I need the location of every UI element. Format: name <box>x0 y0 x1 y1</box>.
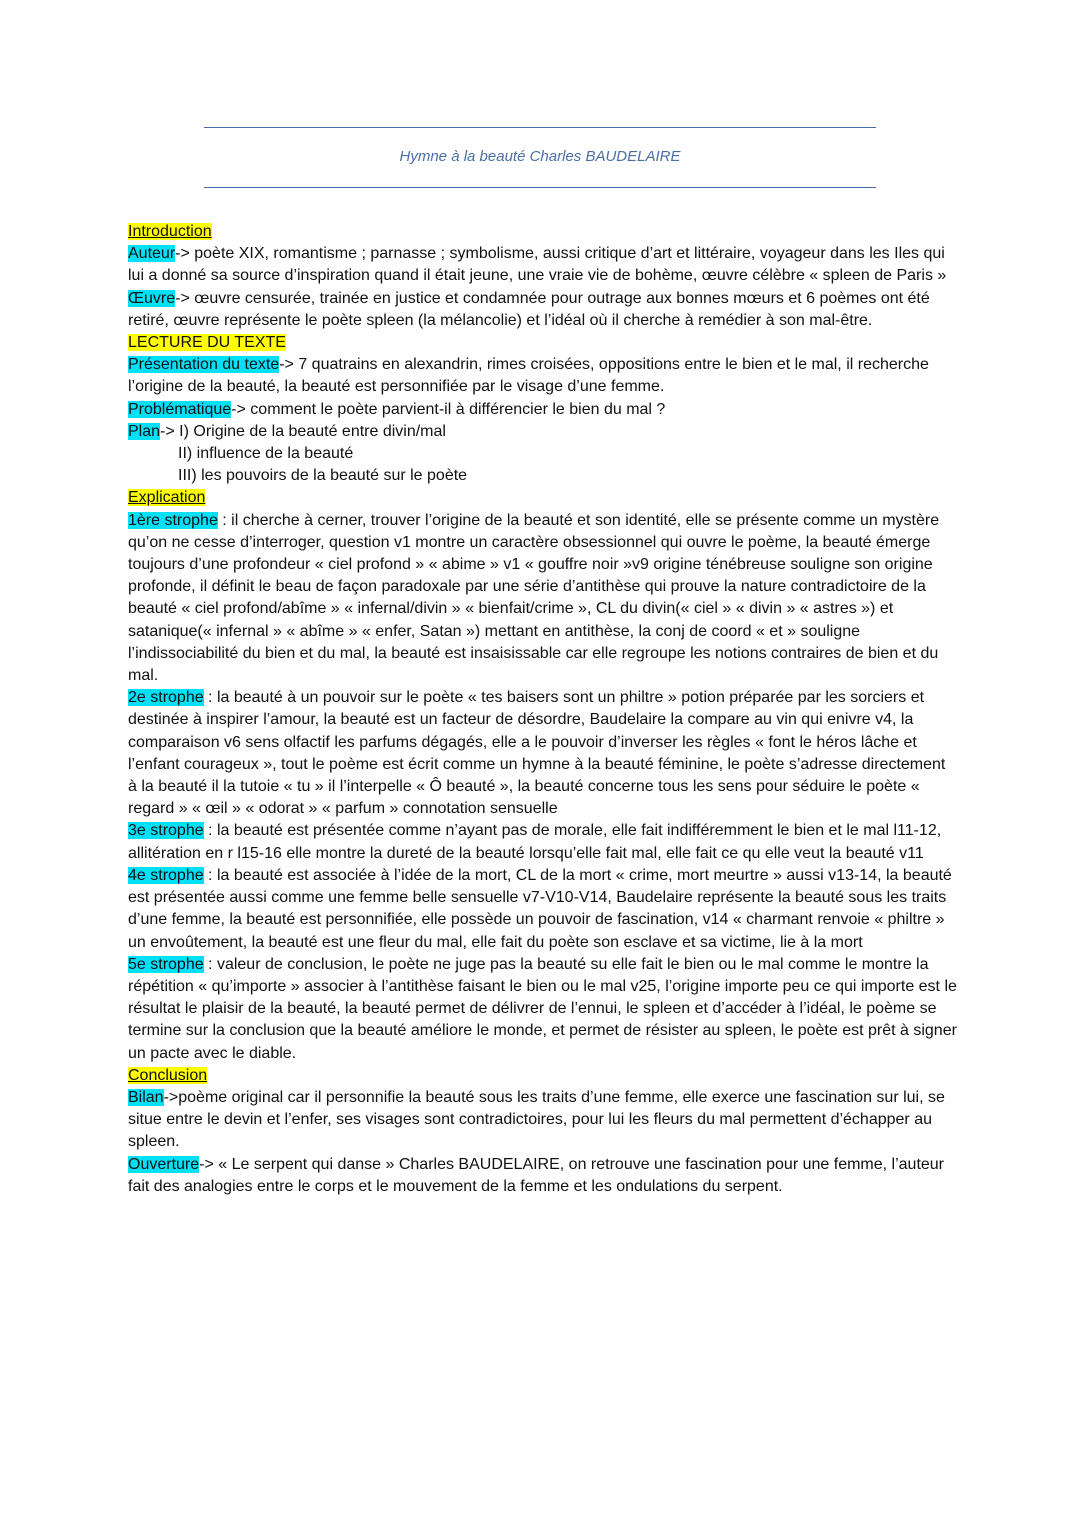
strophe-3-text: : la beauté est présentée comme n’ayant pas de morale, elle fait indifféremment le bien et le mal l11-12, allitération en r l15-16 elle montre la dureté de la beauté lorsqu’elle fait mal, elle fait ce qu elle veut la beauté v11 <box>128 822 942 862</box>
plan-item-3: III) les pouvoirs de la beauté sur le poète <box>178 467 468 485</box>
auteur-label: Auteur <box>128 245 176 263</box>
conclusion-heading-line <box>128 1065 958 1087</box>
strophe-2-paragraph <box>128 687 958 820</box>
page-header-title: Hymne à la beauté Charles BAUDELAIRE <box>399 148 681 165</box>
oeuvre-paragraph <box>128 288 958 332</box>
presentation-label: Présentation du texte <box>128 356 280 374</box>
strophe-3-paragraph <box>128 820 958 864</box>
strophe-2-text: : la beauté à un pouvoir sur le poète « tes baisers sont un philtre » potion préparée par les sorciers et destinée à inspirer l’amour, la beauté est un facteur de désordre, Baudelaire la compare au vin qui enivre v4, la comparaison v6 sens olfactif les parfums dégagés, elle a le pouvoir d’inverser les règles « font le héros lâche et l’enfant courageux », tout le poème est écrit comme un hymne à la beauté féminine, le poète s’adresse directement à la beauté il la tutoie « tu » il l’interpelle « Ô beauté », la beauté concerne tous les sens pour séduire le poète « regard » « œil » « odorat » « parfum » connotation sensuelle <box>128 689 946 818</box>
strophe-5-paragraph <box>128 954 958 1065</box>
ouverture-text: -> « Le serpent qui danse » Charles BAUDELAIRE, on retrouve une fascination pour une femme, l’auteur fait des analogies entre le corps et le mouvement de la femme et les ondulations du serpent. <box>128 1155 945 1195</box>
intro-heading: Introduction <box>128 223 212 240</box>
presentation-paragraph <box>128 354 958 398</box>
document-body <box>128 221 958 1198</box>
strophe-5-text: : valeur de conclusion, le poète ne juge pas la beauté su elle fait le bien ou le mal comme le montre la répétition « qu’importe » associer à l’antithèse faisant le bien ou le mal v25, l’origine importe peu ce qui importe est le résultat le plaisir de la beauté, la beauté permet de délivrer de l’ennui, le spleen et d’accéder à l’idéal, le poème se termine sur la conclusion que la beauté améliore le monde, et permet de résister au spleen, le poète est prêt à signer un pacte avec le diable. <box>128 955 957 1062</box>
strophe-2-label: 2e strophe <box>128 689 204 707</box>
strophe-4-paragraph <box>128 865 958 954</box>
explication-heading: Explication <box>128 489 206 507</box>
ouverture-label: Ouverture <box>128 1155 200 1173</box>
presentation-text: -> 7 quatrains en alexandrin, rimes croisées, oppositions entre le bien et le mal, il recherche l’origine de la beauté, la beauté est personnifiée par le visage d’une femme. <box>128 356 929 396</box>
strophe-1-paragraph <box>128 510 958 688</box>
strophe-5-label: 5e strophe <box>128 955 204 973</box>
bilan-text: ->poème original car il personnifie la beauté sous les traits d’une femme, elle exerce une fascination sur lui, se situe entre le devin et l’enfer, ses visages sont contradictoires, pour lui les fleurs du mal permettent d’échapper au spleen. <box>128 1088 945 1151</box>
auteur-text: -> poète XIX, romantisme ; parnasse ; symbolisme, aussi critique d’art et littéraire, voyageur dans les Iles qui lui a donné sa source d’inspiration quand il était jeune, une vraie vie de bohème, œuvre célèbre « spleen de Paris » <box>128 245 947 285</box>
plan-item-2: II) influence de la beauté <box>178 445 354 463</box>
header-rule-bottom <box>204 187 876 188</box>
lecture-heading-line <box>128 332 958 354</box>
plan-paragraph <box>128 421 958 443</box>
conclusion-heading: Conclusion <box>128 1066 208 1084</box>
problematique-text: -> comment le poète parvient-il à différencier le bien du mal ? <box>231 400 666 418</box>
auteur-paragraph <box>128 243 958 287</box>
lecture-heading: LECTURE DU TEXTE <box>128 334 286 352</box>
strophe-1-label: 1ère strophe <box>128 511 218 529</box>
intro-heading-line <box>128 221 958 243</box>
strophe-4-label: 4e strophe <box>128 866 204 884</box>
ouverture-paragraph <box>128 1154 958 1198</box>
oeuvre-label: Œuvre <box>128 289 176 307</box>
plan-label: Plan <box>128 422 161 440</box>
bilan-paragraph <box>128 1087 958 1154</box>
strophe-3-label: 3e strophe <box>128 822 204 840</box>
header-rule-top <box>204 127 876 128</box>
oeuvre-text: -> œuvre censurée, trainée en justice et condamnée pour outrage aux bonnes mœurs et 6 poèmes ont été retiré, œuvre représente le poète spleen (la mélancolie) et l’idéal où il cherche à remédier à son mal-être. <box>128 289 930 329</box>
problematique-label: Problématique <box>128 400 232 418</box>
strophe-1-text: : il cherche à cerner, trouver l’origine de la beauté et son identité, elle se présente comme un mystère qu’on ne cesse d’interroger, question v1 montre un caractère obsessionnel qui ouvre le poème, la beauté émerge toujours d’une profondeur « ciel profond » « abime » v1 « gouffre noir »v9 origine ténébreuse souligne son origine profonde, il définit le beau de façon paradoxale par une série d’antithèse qui prouve la nature contradictoire de la beauté « ciel profond/abîme » « infernal/divin » « bienfait/crime », CL du divin(« ciel » « divin » « astres ») et satanique(« infernal » « abîme » « enfer, Satan ») mettant en antithèse, la conj de coord « et » souligne l’indissociabilité du bien et du mal, la beauté est insaisissable car elle regroupe les notions contraires de bien et du mal. <box>128 511 940 685</box>
strophe-4-text: : la beauté est associée à l’idée de la mort, CL de la mort « crime, mort meurtre » aussi v13-14, la beauté est présentée aussi comme une femme belle sensuelle v7-V10-V14, Baudelaire représente la beauté sous les traits d’une femme, la beauté est personnifiée, elle possède un pouvoir de fascination, v14 « charmant renvoie « philtre » un envoûtement, la beauté est une fleur du mal, elle fait du poète son esclave et sa victime, lie à la mort <box>128 866 952 951</box>
explication-heading-line <box>128 487 958 509</box>
bilan-label: Bilan <box>128 1088 164 1106</box>
plan-text: -> I) Origine de la beauté entre divin/mal <box>160 422 446 440</box>
problematique-paragraph <box>128 399 958 421</box>
